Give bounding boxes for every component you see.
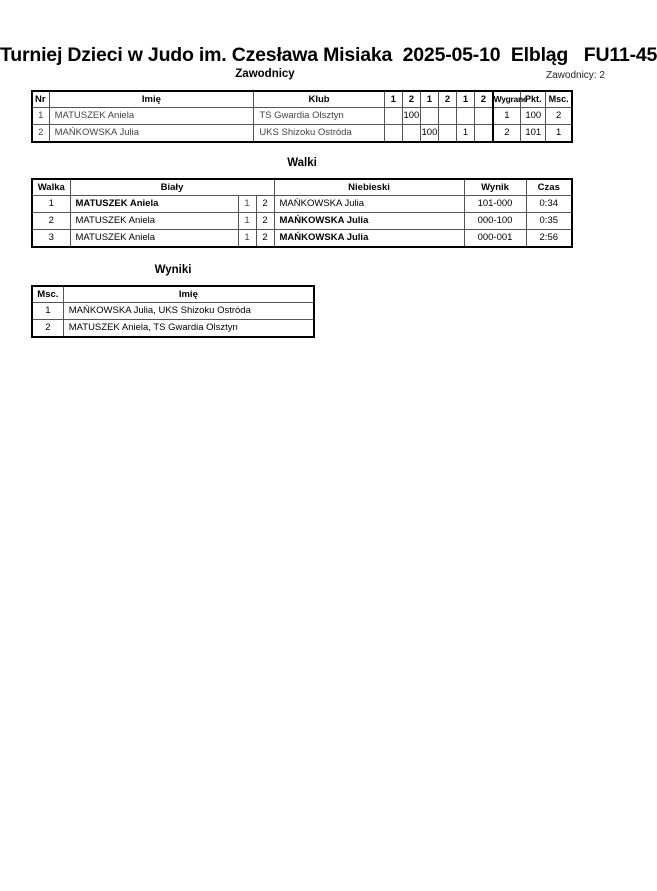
results-header-row <box>32 286 314 303</box>
blue-competitor: MAŃKOWSKA Julia <box>274 196 464 213</box>
score-cell <box>475 108 493 125</box>
white-competitor: MATUSZEK Aniela <box>70 230 238 248</box>
white-competitor: MATUSZEK Aniela <box>70 196 238 213</box>
col-header: Czas <box>526 179 572 196</box>
blue-competitor: MAŃKOWSKA Julia <box>274 230 464 248</box>
col-header: 2 <box>475 91 493 108</box>
white-number: 1 <box>238 213 256 230</box>
col-header: Nr <box>32 91 49 108</box>
fight-result: 101-000 <box>464 196 526 213</box>
table-row <box>32 320 314 338</box>
col-header: Msc. <box>32 286 63 303</box>
score-cell <box>384 125 402 143</box>
fight-time: 0:35 <box>526 213 572 230</box>
competitor-place: 1 <box>546 125 572 143</box>
table-row <box>32 303 314 320</box>
col-header: 1 <box>457 91 475 108</box>
competitors-count: Zawodnicy: 2 <box>546 70 605 81</box>
white-competitor: MATUSZEK Aniela <box>70 213 238 230</box>
results-title: Wyniki <box>154 264 192 276</box>
competitor-points: 100 <box>521 108 546 125</box>
score-cell <box>384 108 402 125</box>
col-header: Wynik <box>464 179 526 196</box>
blue-number: 2 <box>256 196 274 213</box>
fight-result: 000-001 <box>464 230 526 248</box>
competitor-nr: 2 <box>32 125 49 143</box>
competitor-wins: 1 <box>493 108 521 125</box>
blue-competitor: MAŃKOWSKA Julia <box>274 213 464 230</box>
fight-number: 1 <box>32 196 70 213</box>
tournament-city: Elbląg <box>510 44 569 66</box>
fights-header-row <box>32 179 572 196</box>
score-cell <box>420 108 438 125</box>
result-name: MATUSZEK Aniela, TS Gwardia Olsztyn <box>63 320 314 338</box>
table-row <box>32 213 572 230</box>
score-cell <box>402 125 420 143</box>
competitors-table <box>31 90 573 143</box>
blue-number: 2 <box>256 213 274 230</box>
score-cell <box>438 108 456 125</box>
fight-time: 0:34 <box>526 196 572 213</box>
col-header: Imię <box>49 91 254 108</box>
table-row <box>32 196 572 213</box>
weight-category: FU11-45 <box>583 44 657 66</box>
tournament-date: 2025-05-10 <box>402 44 501 66</box>
fight-result: 000-100 <box>464 213 526 230</box>
competitor-wins: 2 <box>493 125 521 143</box>
fight-number: 2 <box>32 213 70 230</box>
blue-number: 2 <box>256 230 274 248</box>
result-name: MAŃKOWSKA Julia, UKS Shizoku Ostróda <box>63 303 314 320</box>
score-cell <box>475 125 493 143</box>
table-row <box>32 108 572 125</box>
competitor-club: TS Gwardia Olsztyn <box>254 108 384 125</box>
competitor-name: MATUSZEK Aniela <box>49 108 254 125</box>
score-cell <box>457 108 475 125</box>
competitor-club: UKS Shizoku Ostróda <box>254 125 384 143</box>
result-place: 1 <box>32 303 63 320</box>
col-header: Niebieski <box>274 179 464 196</box>
fights-table <box>31 178 573 248</box>
score-cell: 1 <box>457 125 475 143</box>
competitor-place: 2 <box>546 108 572 125</box>
results-table <box>31 285 315 338</box>
table-row <box>32 125 572 143</box>
score-cell: 100 <box>420 125 438 143</box>
page-title <box>0 44 657 67</box>
tournament-name: Turniej Dzieci w Judo im. Czesława Misiaka <box>0 44 393 66</box>
competitors-title: Zawodnicy <box>235 68 295 80</box>
score-cell: 100 <box>402 108 420 125</box>
competitor-points: 101 <box>521 125 546 143</box>
fight-time: 2:56 <box>526 230 572 248</box>
col-header: Msc. <box>546 91 572 108</box>
white-number: 1 <box>238 196 256 213</box>
result-place: 2 <box>32 320 63 338</box>
col-header: 2 <box>402 91 420 108</box>
white-number: 1 <box>238 230 256 248</box>
score-cell <box>438 125 456 143</box>
col-header: 2 <box>438 91 456 108</box>
fights-title: Walki <box>287 157 317 169</box>
col-header: Klub <box>254 91 384 108</box>
col-header: Wygrane <box>493 91 521 108</box>
col-header: Walka <box>32 179 70 196</box>
competitor-nr: 1 <box>32 108 49 125</box>
col-header: 1 <box>420 91 438 108</box>
competitors-header-row <box>32 91 572 108</box>
col-header: Imię <box>63 286 314 303</box>
col-header: 1 <box>384 91 402 108</box>
table-row <box>32 230 572 248</box>
col-header: Pkt. <box>521 91 546 108</box>
fight-number: 3 <box>32 230 70 248</box>
col-header: Biały <box>70 179 274 196</box>
competitor-name: MAŃKOWSKA Julia <box>49 125 254 143</box>
